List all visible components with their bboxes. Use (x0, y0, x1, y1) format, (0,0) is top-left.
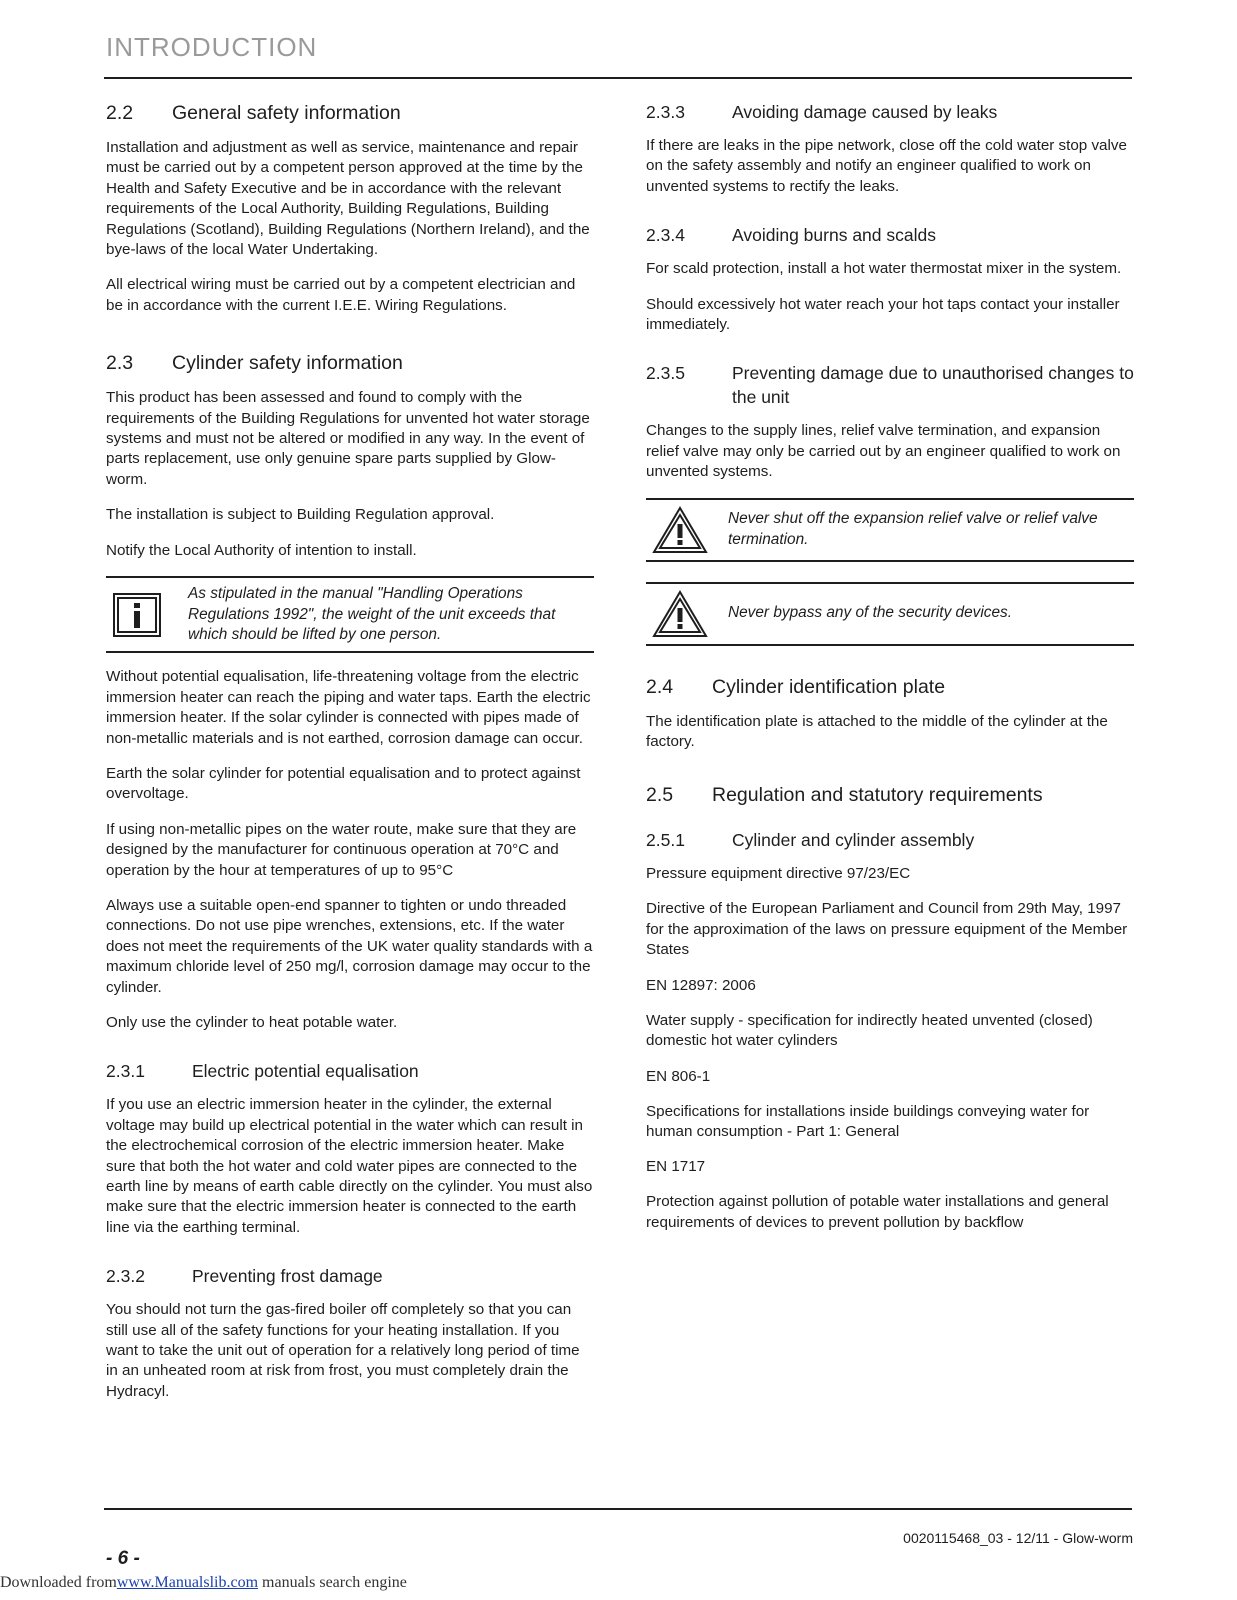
standard-label: EN 806-1 (646, 1067, 711, 1085)
paragraph: The identification plate is attached to the middle of the cylinder at the factory. (646, 712, 1108, 751)
left-column (106, 100, 594, 1428)
paragraph: If you use an electric immersion heater in the cylinder, the external voltage may build up electrical potential in the water which can result in the electrochemical corrosion of the electric immersion heater. Make sure that both the hot water and cold water pipes are connected to the earth line by means of earth cable directly on the cylinder. You must also make sure that the electric immersion heater is connected to the earth line via the earthing terminal. (106, 1096, 593, 1236)
heading-number: 2.3.1 (106, 1061, 145, 1082)
paragraph: Notify the Local Authority of intention to install. (106, 541, 417, 559)
heading-number: 2.3 (106, 352, 134, 375)
paragraph: You should not turn the gas-fired boiler off completely so that you can still use all of the safety functions for your heating installation. If you want to take the unit out of operation for a relatively long period of time in an unheated room at risk from frost, you must completely drain the Hydracyl. (106, 1301, 580, 1400)
heading-title: Avoiding damage caused by leaks (732, 102, 998, 122)
paragraph: Should excessively hot water reach your hot taps contact your installer immediately. (646, 295, 1120, 334)
heading-2-3-2 (106, 1264, 594, 1288)
section-2-4 (646, 674, 1134, 753)
paragraph: Always use a suitable open-end spanner to tighten or undo threaded connections. Do not use pipe wrenches, extensions, etc. If the water does not meet the requirements of the UK water quality standards with a maximum chloride level of 250 mg/l, corrosion damage may occur to the cylinder. (106, 896, 593, 996)
heading-title: Electric potential equalisation (192, 1061, 419, 1082)
paragraph: If there are leaks in the pipe network, close off the cold water stop valve on the safety assembly and notify an engineer qualified to work on unvented systems to rectify the leaks. (646, 137, 1127, 195)
standard-label: EN 1717 (646, 1158, 706, 1176)
heading-number: 2.3.5 (646, 363, 685, 384)
download-notice (0, 1574, 407, 1592)
right-column (646, 100, 1134, 1248)
paragraph: Specifications for installations inside buildings conveying water for human consumption - Part 1: General (646, 1102, 1090, 1140)
download-suffix: manuals search engine (258, 1574, 407, 1591)
section-2-3-5 (646, 361, 1134, 645)
page-number: - 6 - (106, 1548, 140, 1569)
heading-title: Avoiding burns and scalds (732, 225, 936, 246)
document-code: 0020115468_03 - 12/11 - Glow-worm (903, 1530, 1133, 1546)
section-2-2 (106, 100, 594, 316)
heading-2-3-3 (646, 100, 1134, 124)
section-2-3-1 (106, 1059, 594, 1238)
heading-title: Cylinder and cylinder assembly (732, 830, 975, 851)
heading-number: 2.3.4 (646, 225, 685, 246)
paragraph: Earth the solar cylinder for potential equalisation and to protect against overvoltage. (106, 764, 581, 803)
paragraph: Protection against pollution of potable water installations and general requirements of devices to prevent pollution by backflow (646, 1193, 1109, 1231)
paragraph: The installation is subject to Building Regulation approval. (106, 506, 495, 524)
note-text: As stipulated in the manual "Handling Operations Regulations 1992", the weight of the unit exceeds that which should be lifted by one person. (188, 585, 556, 643)
paragraph: For scald protection, install a hot water thermostat mixer in the system. (646, 260, 1122, 278)
heading-title: General safety information (172, 102, 401, 124)
heading-number: 2.5.1 (646, 830, 685, 851)
heading-2-3 (106, 350, 594, 376)
warning-note (646, 498, 1134, 562)
paragraph: Directive of the European Parliament and Council from 29th May, 1997 for the approximation of the laws on pressure equipment of the Member States (646, 900, 1128, 959)
heading-2-5 (646, 782, 1134, 808)
heading-2-3-5 (646, 361, 1134, 409)
info-note (106, 576, 594, 653)
paragraph: Changes to the supply lines, relief valve termination, and expansion relief valve may only be carried out by an engineer qualified to work on unvented systems. (646, 422, 1121, 481)
section-2-3-2 (106, 1264, 594, 1402)
standard-label: EN 12897: 2006 (646, 976, 756, 994)
header-rule (104, 77, 1132, 79)
heading-number: 2.4 (646, 675, 674, 698)
warning-note (646, 582, 1134, 646)
heading-2-4 (646, 674, 1134, 700)
manualslib-link[interactable]: www.Manualslib.com (116, 1574, 259, 1591)
heading-2-2 (106, 100, 594, 126)
section-2-3 (106, 350, 594, 1033)
warning-icon (646, 506, 728, 554)
warning-text: Never bypass any of the security devices. (728, 604, 1013, 622)
heading-title: Regulation and statutory requirements (712, 784, 1043, 807)
heading-2-3-4 (646, 223, 1134, 247)
footer-rule (104, 1508, 1132, 1510)
download-prefix: Downloaded from (0, 1574, 117, 1591)
section-2-3-4 (646, 223, 1134, 335)
heading-number: 2.3.2 (106, 1266, 145, 1287)
paragraph: Without potential equalisation, life-threatening voltage from the electric immersion heater can reach the piping and water taps. Earth the electric immersion heater. If the solar cylinder is connected with pipes made of non-metallic materials and is not earthed, corrosion damage can occur. (106, 668, 591, 747)
heading-title: Preventing frost damage (192, 1266, 383, 1287)
paragraph: Only use the cylinder to heat potable water. (106, 1014, 398, 1031)
heading-number: 2.5 (646, 784, 674, 807)
heading-2-3-1 (106, 1059, 594, 1083)
heading-number: 2.2 (106, 102, 134, 124)
section-2-3-3 (646, 100, 1134, 197)
paragraph: Water supply - specification for indirectly heated unvented (closed) domestic hot water cylinders (646, 1011, 1093, 1050)
heading-2-5-1 (646, 828, 1134, 852)
section-2-5-1 (646, 828, 1134, 1233)
info-icon (106, 592, 188, 638)
heading-title: Cylinder identification plate (712, 675, 946, 698)
heading-title: Cylinder safety information (172, 352, 403, 375)
standard-label: Pressure equipment directive 97/23/EC (646, 865, 911, 883)
heading-number: 2.3.3 (646, 102, 685, 122)
paragraph: If using non-metallic pipes on the water route, make sure that they are designed by the manufacturer for continuous operation at 70°C and operation by the hour at temperatures of up to 95°C (106, 820, 577, 879)
paragraph: Installation and adjustment as well as service, maintenance and repair must be carried out by a competent person approved at the time by the Health and Safety Executive and be in accordance with the relevant requirements of the Local Authority, Building Regulations, Building Regulations (Scotland), Building Regulations (Northern Ireland), and the bye-laws of the local Water Undertaking. (106, 139, 590, 259)
paragraph: All electrical wiring must be carried out by a competent electrician and be in accordance with the current I.E.E. Wiring Regulations. (106, 276, 576, 314)
page-header-title: INTRODUCTION (106, 32, 318, 62)
warning-text: Never shut off the expansion relief valve or relief valve termination. (728, 510, 1098, 548)
warning-icon (646, 590, 728, 638)
section-2-5 (646, 782, 1134, 808)
heading-title: Preventing damage due to unauthorised changes to the unit (732, 363, 1134, 408)
paragraph: This product has been assessed and found to comply with the requirements of the Building Regulations for unvented hot water storage systems and must not be altered or modified in any way. In the event of parts replacement, use only genuine spare parts supplied by Glow-worm. (106, 389, 590, 488)
